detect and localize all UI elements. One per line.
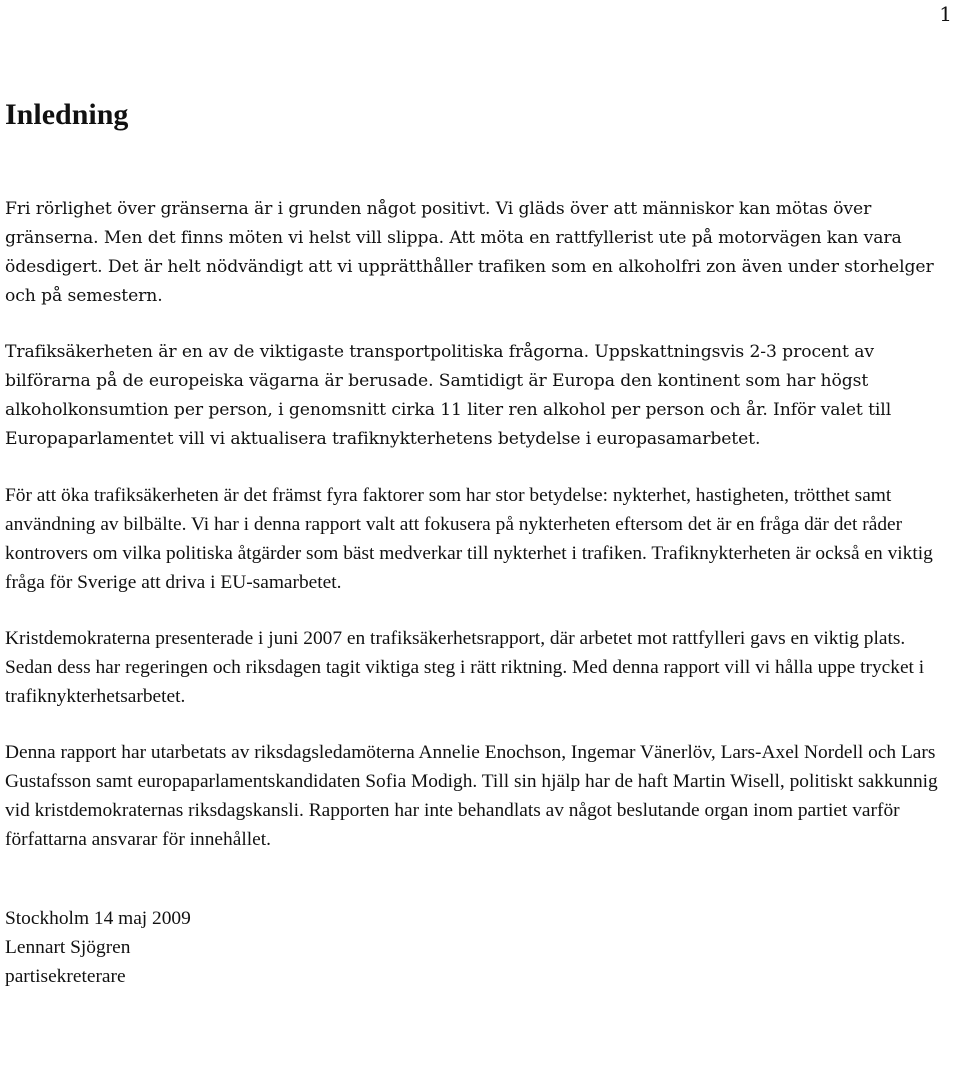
paragraph-4: Kristdemokraterna presenterade i juni 2007 en trafiksäkerhetsrapport, där arbetet mot rattfylleri gavs en viktig plats. Sedan dess har regeringen och riksdagen tagit viktiga steg i rätt riktning. Med denna rapport vill vi hålla uppe trycket i trafiknykterhetsarbetet. — [5, 628, 925, 707]
signature-block — [5, 904, 955, 991]
signature-title: partisekreterare — [5, 966, 126, 987]
document-body — [5, 95, 955, 991]
page-number: 1 — [939, 2, 952, 26]
page-title: Inledning — [5, 98, 129, 131]
signature-name: Lennart Sjögren — [5, 937, 131, 958]
signature-place-date: Stockholm 14 maj 2009 — [5, 908, 191, 929]
paragraph-5: Denna rapport har utarbetats av riksdagsledamöterna Annelie Enochson, Ingemar Vänerlöv, Lars-Axel Nordell och Lars Gustafsson samt europaparlamentskandidaten Sofia Modigh. Till sin hjälp har de haft Martin Wisell, politiskt sakkunnig vid kristdemokraternas riksdagskansli. Rapporten har inte behandlats av något beslutande organ inom partiet varför författarna ansvarar för innehållet. — [5, 742, 938, 850]
paragraph-1: Fri rörlighet över gränserna är i grunden något positivt. Vi gläds över att människor kan mötas över gränserna. Men det finns möten vi helst vill slippa. Att möta en rattfyllerist ute på motorvägen kan vara ödesdigert. Det är helt nödvändigt att vi upprätthåller trafiken som en alkoholfri zon även under storhelger och på semestern. — [5, 199, 934, 306]
paragraph-3: För att öka trafiksäkerheten är det främst fyra faktorer som har stor betydelse: nykterhet, hastigheten, trötthet samt användning av bilbälte. Vi har i denna rapport valt att fokusera på nykterheten eftersom det är en fråga där det råder kontrovers om vilka politiska åtgärder som bäst medverkar till nykterhet i trafiken. Trafiknykterheten är också en viktig fråga för Sverige att driva i EU-samarbetet. — [5, 485, 933, 593]
paragraph-2: Trafiksäkerheten är en av de viktigaste transportpolitiska frågorna. Uppskattningsvis 2-3 procent av bilförarna på de europeiska vägarna är berusade. Samtidigt är Europa den kontinent som har högst alkoholkonsumtion per person, i genomsnitt cirka 11 liter ren alkohol per person och år. Inför valet till Europaparlamentet vill vi aktualisera trafiknykterhetens betydelse i europasamarbetet. — [5, 342, 892, 449]
